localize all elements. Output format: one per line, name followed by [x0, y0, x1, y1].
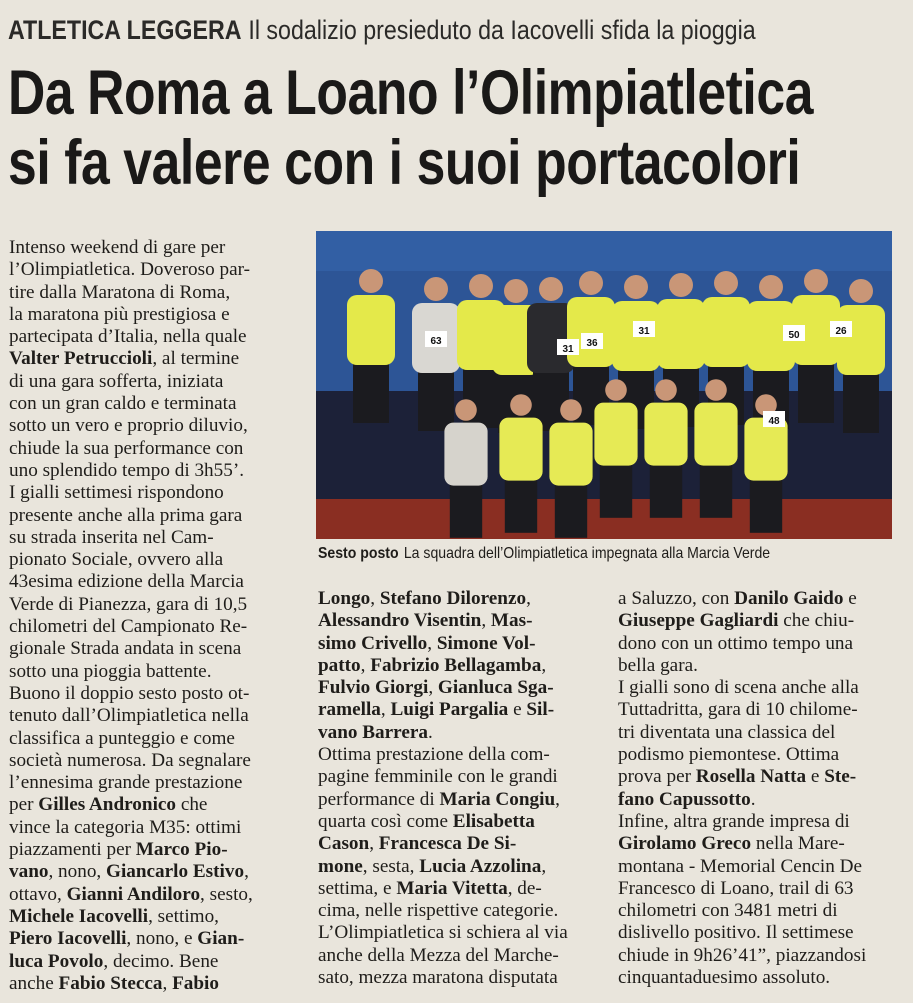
text-run: Francesco di Loano, trail di 63 [618, 877, 854, 899]
athlete-name: Sil- [526, 699, 555, 721]
text-line [618, 900, 908, 922]
athlete-name: Giuseppe Gagliardi [618, 610, 779, 632]
race-bib-number: 36 [586, 338, 598, 349]
text-line [9, 371, 309, 393]
text-run: anche [9, 972, 59, 994]
text-line [318, 900, 608, 922]
text-run: . [427, 721, 433, 743]
text-run: Tuttadritta, gara di 10 chilome- [618, 699, 858, 721]
text-line [618, 588, 908, 610]
text-run: , [244, 861, 249, 883]
text-line [618, 633, 908, 655]
text-run: per [9, 794, 39, 816]
text-line [9, 304, 309, 326]
athlete-name: Piero Iacovelli [9, 928, 127, 950]
text-line [618, 811, 908, 833]
text-line [318, 588, 608, 610]
athlete-name: Michele Iacovelli [9, 905, 149, 927]
text-line [318, 610, 608, 632]
text-line [9, 794, 309, 816]
text-line [9, 973, 309, 995]
athlete-name: Maria Vitetta [396, 877, 508, 899]
athlete-name: luca Povolo [9, 950, 104, 972]
text-line [318, 655, 608, 677]
race-bib-number: 31 [562, 344, 574, 355]
text-run: l’Olimpiatletica. Doveroso par- [9, 259, 250, 281]
text-run: , [369, 833, 379, 855]
text-run: Intenso weekend di gare per [9, 237, 226, 258]
text-line [9, 817, 309, 839]
text-run: pionato Sociale, ovvero alla [9, 549, 224, 571]
headline-line-1: Da Roma a Loano l’Olimpiatletica [8, 58, 814, 128]
body-column-1 [9, 237, 309, 995]
race-bib-number: 31 [638, 326, 650, 337]
text-line [318, 833, 608, 855]
athlete-name: Mas- [490, 610, 533, 632]
text-run: a Saluzzo, con [618, 588, 735, 609]
athlete-name: vano [9, 861, 49, 883]
race-bib-number: 48 [768, 416, 780, 427]
text-line [9, 348, 309, 370]
text-line [318, 922, 608, 944]
caption-lead: Sesto posto [318, 545, 399, 562]
body-column-2 [318, 588, 608, 989]
text-run: cinquantaduesimo assoluto. [618, 967, 831, 989]
text-run: Infine, altra grande impresa di [618, 810, 850, 832]
text-line [318, 811, 608, 833]
athlete-name: Simone Vol- [436, 632, 536, 654]
text-run: dislivello positivo. Il settimese [618, 922, 854, 944]
text-line [318, 878, 608, 900]
text-line [9, 861, 309, 883]
race-bib-number: 63 [430, 336, 442, 347]
text-line [9, 928, 309, 950]
text-run: , nono, e [126, 928, 198, 950]
text-line [618, 856, 908, 878]
athlete-name: Valter Petruccioli [9, 348, 153, 370]
text-line [618, 699, 908, 721]
text-run: , sesto, [200, 883, 253, 905]
text-line [9, 259, 309, 281]
text-line [9, 571, 309, 593]
text-run: tri diventata una classica del [618, 721, 836, 743]
text-line [618, 922, 908, 944]
text-run: l’ennesima grande prestazione [9, 772, 243, 794]
athlete-name: Rosella Natta [695, 766, 807, 788]
text-run: I gialli settimesi rispondono [9, 482, 224, 504]
text-run: chilometri del Campionato Re- [9, 616, 248, 638]
text-line [9, 482, 309, 504]
subheadline: Il sodalizio presieduto da Iacovelli sfida la pioggia [248, 15, 756, 45]
text-run: su strada inserita nel Cam- [9, 526, 214, 548]
text-line [9, 282, 309, 304]
text-line [9, 661, 309, 683]
text-run: partecipata d’Italia, nella quale [9, 326, 247, 348]
text-line [318, 967, 608, 989]
text-run: sotto un vero e proprio diluvio, [9, 415, 248, 437]
athlete-name: Danilo Gaido [734, 588, 844, 609]
athlete-name: Lucia Azzolina [419, 855, 542, 877]
athlete-name: Gilles Andronico [38, 794, 177, 816]
text-line [9, 527, 309, 549]
text-run: classifica a punteggio e come [9, 727, 235, 749]
text-line [618, 677, 908, 699]
text-run: , de- [507, 877, 542, 899]
athlete-name: Luigi Pargalia [390, 699, 509, 721]
text-run: che [176, 794, 208, 816]
text-run: , [428, 677, 438, 699]
text-run: , nono, [48, 861, 107, 883]
text-line [9, 326, 309, 348]
text-line [618, 766, 908, 788]
text-run: , [526, 588, 531, 609]
text-line [9, 505, 309, 527]
text-line [9, 594, 309, 616]
text-run: settima, e [318, 877, 397, 899]
athlete-name: Girolamo Greco [618, 833, 752, 855]
text-run: performance di [318, 788, 440, 810]
text-line [9, 616, 309, 638]
athlete-name: Ste- [824, 766, 857, 788]
text-line [318, 945, 608, 967]
text-run: chilometri con 3481 metri di [618, 900, 838, 922]
text-run: , al termine [152, 348, 240, 370]
text-line [618, 655, 908, 677]
text-line [618, 722, 908, 744]
text-run: nella Mare- [751, 833, 845, 855]
text-line [618, 789, 908, 811]
text-line [318, 722, 608, 744]
athlete-name: Stefano Dilorenzo [379, 588, 527, 609]
text-run: gionale Strada andata in scena [9, 638, 242, 660]
text-run: cima, nelle rispettive categorie. [318, 900, 559, 922]
text-line [9, 393, 309, 415]
athlete-name: Alessandro Visentin [318, 610, 482, 632]
text-line [9, 705, 309, 727]
text-run: vince la categoria M35: ottimi [9, 816, 242, 838]
text-line [9, 728, 309, 750]
text-line [318, 766, 608, 788]
text-run: , decimo. Bene [103, 950, 219, 972]
text-line [9, 884, 309, 906]
text-run: 43esima edizione della Marcia [9, 571, 244, 593]
text-run: , [541, 654, 547, 676]
text-run: presente anche alla prima gara [9, 504, 243, 526]
text-run: , [380, 699, 391, 721]
text-run: di una gara sofferta, iniziata [9, 370, 224, 392]
athlete-name: patto [318, 654, 361, 676]
athlete-name: Maria Congiu [439, 788, 556, 810]
text-line [9, 415, 309, 437]
text-line [618, 833, 908, 855]
athlete-name: simo Crivello [318, 632, 428, 654]
text-line [618, 878, 908, 900]
athlete-name: Giancarlo Estivo [106, 861, 245, 883]
text-run: , sesta, [362, 855, 420, 877]
text-line [318, 633, 608, 655]
text-line [9, 750, 309, 772]
text-run: sato, mezza maratona disputata [318, 967, 558, 989]
text-line [9, 638, 309, 660]
text-run: e [843, 588, 857, 609]
athlete-name: Cason [318, 833, 370, 855]
text-run: , [427, 632, 437, 654]
text-line [318, 744, 608, 766]
text-run: ottavo, [9, 883, 67, 905]
text-line [9, 951, 309, 973]
text-run: quarta così come [318, 810, 453, 832]
text-run: e [508, 699, 527, 721]
text-run: uno splendido tempo di 3h55’. [9, 459, 245, 481]
text-run: anche della Mezza del Marche- [318, 944, 559, 966]
text-run: Ottima prestazione della com- [318, 744, 550, 766]
text-run: Verde di Pianezza, gara di 10,5 [9, 593, 248, 615]
text-line [318, 856, 608, 878]
text-run: montana - Memorial Cencin De [618, 855, 863, 877]
text-run: prova per [618, 766, 696, 788]
athlete-name: Gianni Andiloro [66, 883, 201, 905]
text-run: , [370, 588, 380, 609]
text-run: sotto una pioggia battente. [9, 660, 212, 682]
race-bib-number: 50 [788, 330, 800, 341]
text-run: piazzamenti per [9, 839, 136, 861]
text-run: , [162, 972, 173, 994]
text-run: I gialli sono di scena anche alla [618, 677, 859, 699]
text-run: tenuto dall’Olimpiatletica nella [9, 705, 249, 727]
text-line [9, 549, 309, 571]
caption-text: La squadra dell’Olimpiatletica impegnata alla Marcia Verde [403, 545, 771, 562]
text-line [618, 945, 908, 967]
athlete-name: Longo [318, 588, 371, 609]
text-run: la maratona più prestigiosa e [9, 303, 230, 325]
text-run: , settimo, [148, 905, 219, 927]
athlete-name: mone [318, 855, 363, 877]
text-run: , [481, 610, 491, 632]
text-run: chiude in 9h26’41”, piazzandosi [618, 944, 867, 966]
text-line [318, 677, 608, 699]
text-run: , [360, 654, 371, 676]
athlete-name: fano Capussotto [618, 788, 751, 810]
athlete-name: Fulvio Giorgi [318, 677, 429, 699]
text-line [618, 967, 908, 989]
athlete-name: Fabrizio Bellagamba [370, 654, 542, 676]
text-run: . [750, 788, 756, 810]
kicker [8, 14, 782, 46]
text-run: , [555, 788, 560, 810]
text-line [9, 839, 309, 861]
race-bib-number: 26 [835, 326, 847, 337]
athlete-name: Fabio Stecca [58, 972, 163, 994]
text-line [9, 683, 309, 705]
text-line [9, 906, 309, 928]
athlete-name: Fabio [172, 972, 219, 994]
text-run: dono con un ottimo tempo una [618, 632, 854, 654]
text-run: e [806, 766, 825, 788]
text-run: chiude la sua performance con [9, 437, 244, 459]
photo-caption [318, 544, 837, 564]
athlete-name: Marco Pio- [135, 839, 228, 861]
text-line [318, 699, 608, 721]
text-run: , [541, 855, 547, 877]
text-line [9, 460, 309, 482]
text-run: che chiu- [778, 610, 855, 632]
text-run: tire dalla Maratona di Roma, [9, 281, 231, 303]
section-label: ATLETICA LEGGERA [8, 15, 242, 45]
headline-line-2: si fa valere con i suoi portacolori [8, 128, 801, 198]
team-photo [316, 231, 892, 539]
athlete-name: Francesca De Si- [378, 833, 517, 855]
text-line [618, 744, 908, 766]
text-line [618, 610, 908, 632]
body-column-3 [618, 588, 908, 989]
text-run: Buono il doppio sesto posto ot- [9, 682, 250, 704]
text-run: L’Olimpiatletica si schiera al via [318, 922, 568, 944]
athlete-name: Elisabetta [452, 810, 535, 832]
text-run: pagine femminile con le grandi [318, 766, 558, 788]
athlete-name: Gianluca Sga- [437, 677, 554, 699]
text-run: con un gran caldo e terminata [9, 393, 237, 415]
text-line [9, 237, 309, 259]
text-line [9, 772, 309, 794]
athlete-name: vano Barrera [318, 721, 428, 743]
text-run: podismo piemontese. Ottima [618, 744, 840, 766]
text-run: società numerosa. Da segnalare [9, 749, 251, 771]
athlete-name: ramella [318, 699, 381, 721]
text-run: bella gara. [618, 654, 698, 676]
text-line [318, 789, 608, 811]
headline [8, 58, 861, 198]
text-line [9, 438, 309, 460]
athlete-name: Gian- [197, 928, 245, 950]
